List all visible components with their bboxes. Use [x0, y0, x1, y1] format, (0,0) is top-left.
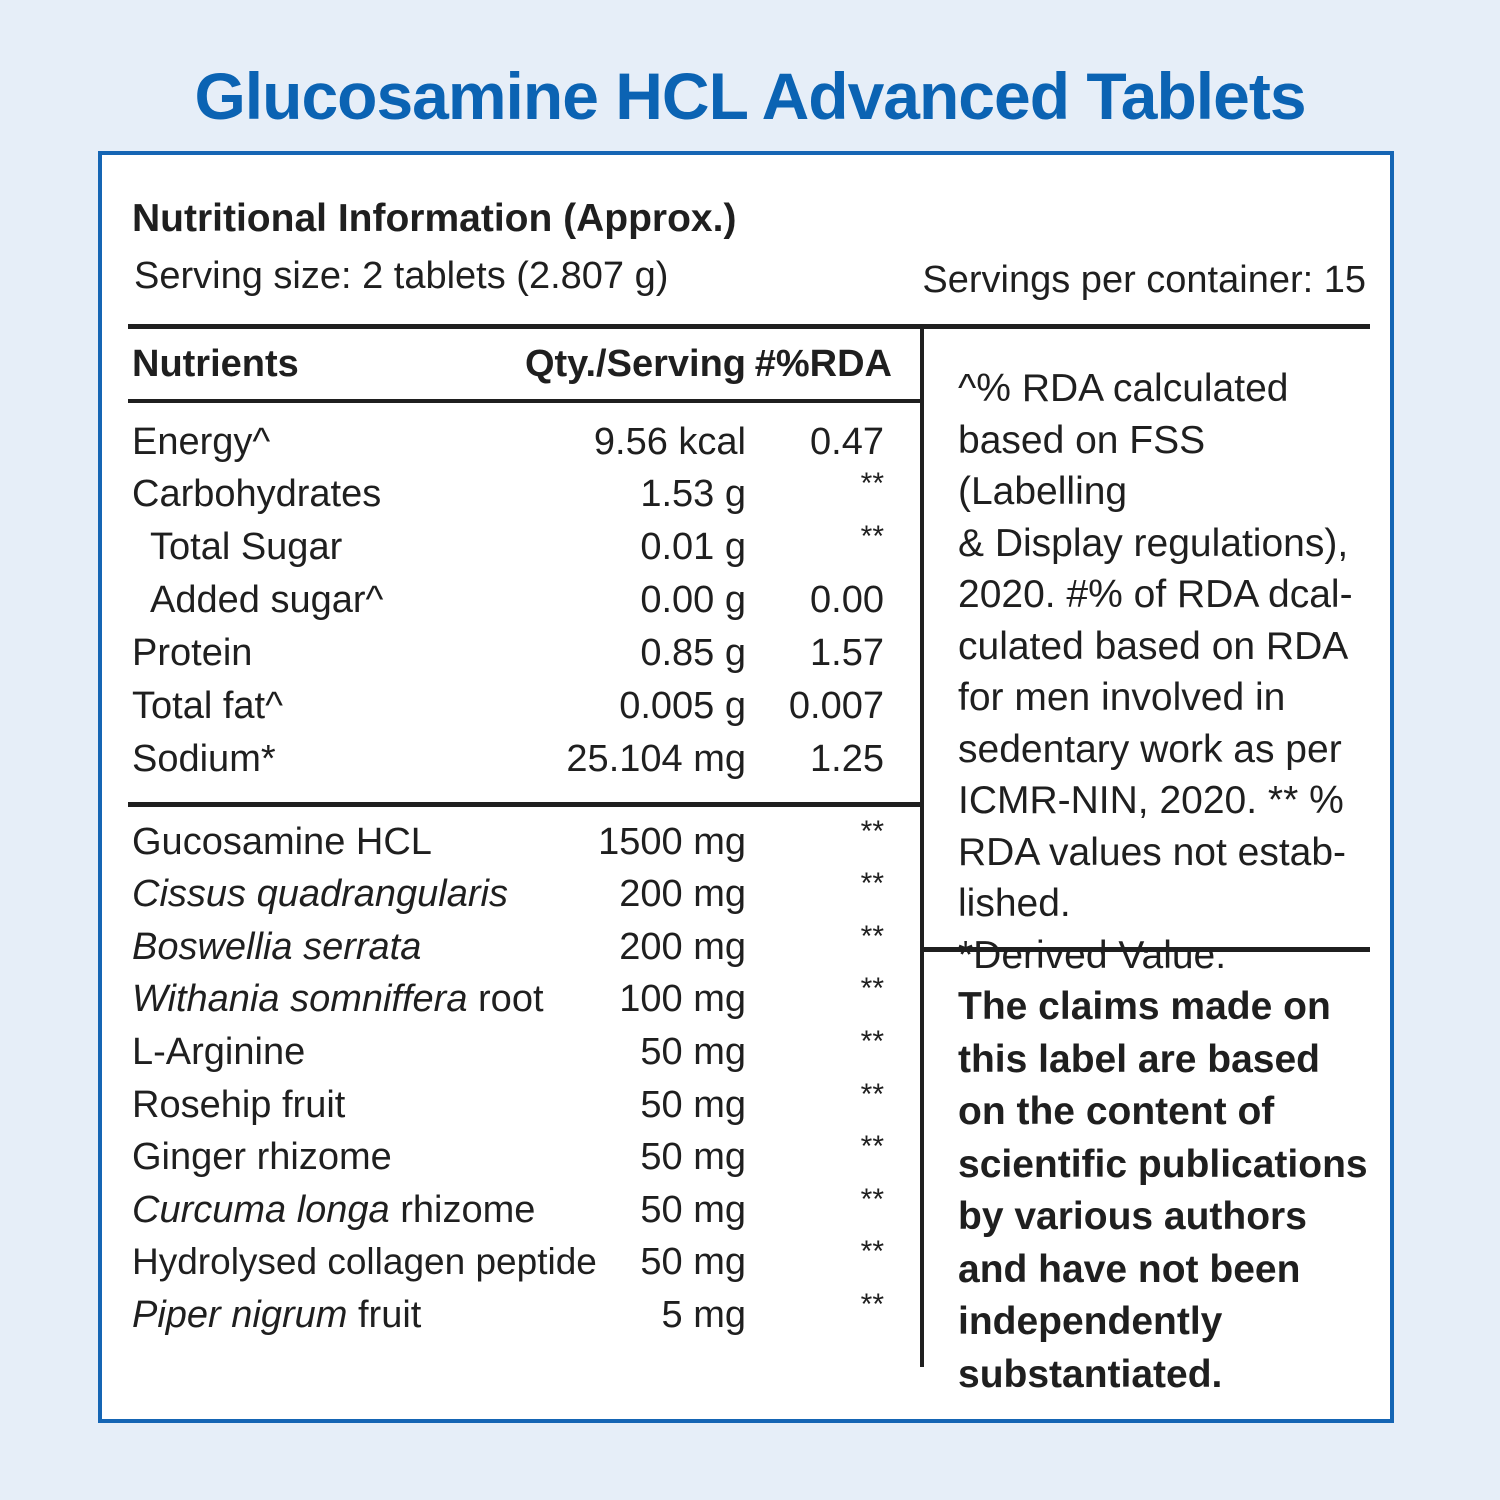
ingredient-qty: 200 mg — [619, 926, 746, 968]
ingredient-name: Boswellia serrata — [132, 926, 422, 968]
nutrition-label-panel — [98, 151, 1394, 1423]
ingredient-name: L-Arginine — [132, 1031, 306, 1073]
column-divider — [920, 327, 924, 1367]
nutrient-qty: 0.005 g — [619, 685, 746, 727]
nutrient-name: Added sugar^ — [150, 579, 384, 621]
table-row — [102, 467, 892, 525]
table-row — [102, 920, 892, 978]
nutrient-name: Total Sugar — [150, 526, 343, 568]
ingredient-rda: ** — [860, 1288, 884, 1321]
nutrient-rda: 0.007 — [788, 685, 884, 727]
ingredient-qty: 50 mg — [640, 1241, 746, 1283]
nutrient-rda: ** — [860, 520, 884, 553]
ingredient-rda: ** — [860, 972, 884, 1005]
top-divider — [128, 324, 1370, 329]
ingredient-name-suffix: root — [467, 978, 544, 1020]
ingredient-qty: 50 mg — [640, 1189, 746, 1231]
nutrients-divider — [128, 802, 922, 807]
claims-disclaimer: The claims made on this label are based on the content of scientific publications by various authors and have not been independently substantiated. — [958, 985, 1368, 1396]
header-divider — [128, 399, 922, 403]
ingredient-name: Cissus quadrangularis — [132, 873, 508, 915]
rda-footnote: ^% RDA calculated based on FSS (Labelling & Display regulations), 2020. #% of RDA dcal- culated based on RDA for men involved in sedentary work as per ICMR-NIN, 2020. ** % RDA values not estab- lished. *Derived Value. — [958, 367, 1353, 977]
ingredient-name: Hydrolysed collagen peptide — [132, 1241, 597, 1282]
table-row — [102, 579, 892, 631]
table-row — [102, 1288, 892, 1346]
ingredient-name-group — [132, 1294, 421, 1337]
ingredient-name-group — [132, 1189, 535, 1232]
column-header-qty: Qty./Serving — [524, 343, 746, 385]
table-row — [102, 1235, 892, 1293]
nutrient-rda: ** — [860, 467, 884, 500]
nutrient-name: Energy^ — [132, 421, 271, 463]
ingredient-rda: ** — [860, 920, 884, 953]
ingredient-rda: ** — [860, 1078, 884, 1111]
table-row — [102, 1130, 892, 1188]
ingredient-name: Piper nigrum — [132, 1294, 348, 1336]
ingredient-name-group — [132, 978, 544, 1021]
ingredient-qty: 200 mg — [619, 873, 746, 915]
nutrient-qty: 0.85 g — [640, 632, 746, 674]
nutrient-name: Carbohydrates — [132, 473, 382, 515]
nutrient-name: Sodium* — [132, 738, 276, 780]
table-row — [102, 867, 892, 925]
ingredient-name-suffix: fruit — [347, 1294, 422, 1336]
ingredient-name: Rosehip fruit — [132, 1084, 346, 1126]
ingredient-qty: 1500 mg — [598, 821, 746, 863]
ingredient-rda: ** — [860, 1183, 884, 1216]
nutrient-name: Total fat^ — [132, 685, 283, 727]
page-title: Glucosamine HCL Advanced Tablets — [194, 59, 1306, 133]
table-row — [102, 738, 892, 790]
ingredient-name: Ginger rhizome — [132, 1136, 392, 1178]
table-row — [102, 815, 892, 873]
nutrient-rda: 1.57 — [810, 632, 884, 674]
nutrient-qty: 1.53 g — [640, 473, 746, 515]
nutrient-rda: 0.00 — [810, 579, 884, 621]
nutrient-qty: 25.104 mg — [566, 738, 746, 780]
ingredient-qty: 5 mg — [661, 1294, 746, 1336]
ingredient-qty: 50 mg — [640, 1084, 746, 1126]
table-row — [102, 972, 892, 1030]
nutrient-qty: 9.56 kcal — [593, 421, 746, 463]
table-row — [102, 1078, 892, 1136]
ingredient-qty: 50 mg — [640, 1031, 746, 1073]
ingredient-qty: 50 mg — [640, 1136, 746, 1178]
table-row — [102, 520, 892, 578]
nutrient-qty: 0.01 g — [640, 526, 746, 568]
ingredient-rda: ** — [860, 815, 884, 848]
nutrient-rda: 1.25 — [810, 738, 884, 780]
table-row — [102, 1183, 892, 1241]
serving-size: Serving size: 2 tablets (2.807 g) — [134, 255, 669, 297]
table-row — [102, 421, 892, 473]
ingredient-qty: 100 mg — [619, 978, 746, 1020]
table-row — [102, 1025, 892, 1083]
nutrient-rda: 0.47 — [810, 421, 884, 463]
ingredient-rda: ** — [860, 1025, 884, 1058]
ingredient-name: Gucosamine HCL — [132, 821, 432, 863]
servings-per-container: Servings per container: 15 — [922, 259, 1366, 301]
table-row — [102, 632, 892, 684]
ingredient-rda: ** — [860, 1235, 884, 1268]
ingredient-name: Curcuma longa — [132, 1189, 390, 1231]
ingredient-rda: ** — [860, 867, 884, 900]
nutrient-qty: 0.00 g — [640, 579, 746, 621]
ingredient-name: Withania somniffera — [132, 978, 468, 1020]
label-heading: Nutritional Information (Approx.) — [132, 197, 737, 240]
ingredient-name-suffix: rhizome — [389, 1189, 536, 1231]
ingredient-rda: ** — [860, 1130, 884, 1163]
table-row — [102, 685, 892, 737]
column-header-rda: #%RDA — [754, 343, 892, 385]
column-header-nutrients: Nutrients — [132, 343, 299, 385]
nutrient-name: Protein — [132, 632, 253, 674]
